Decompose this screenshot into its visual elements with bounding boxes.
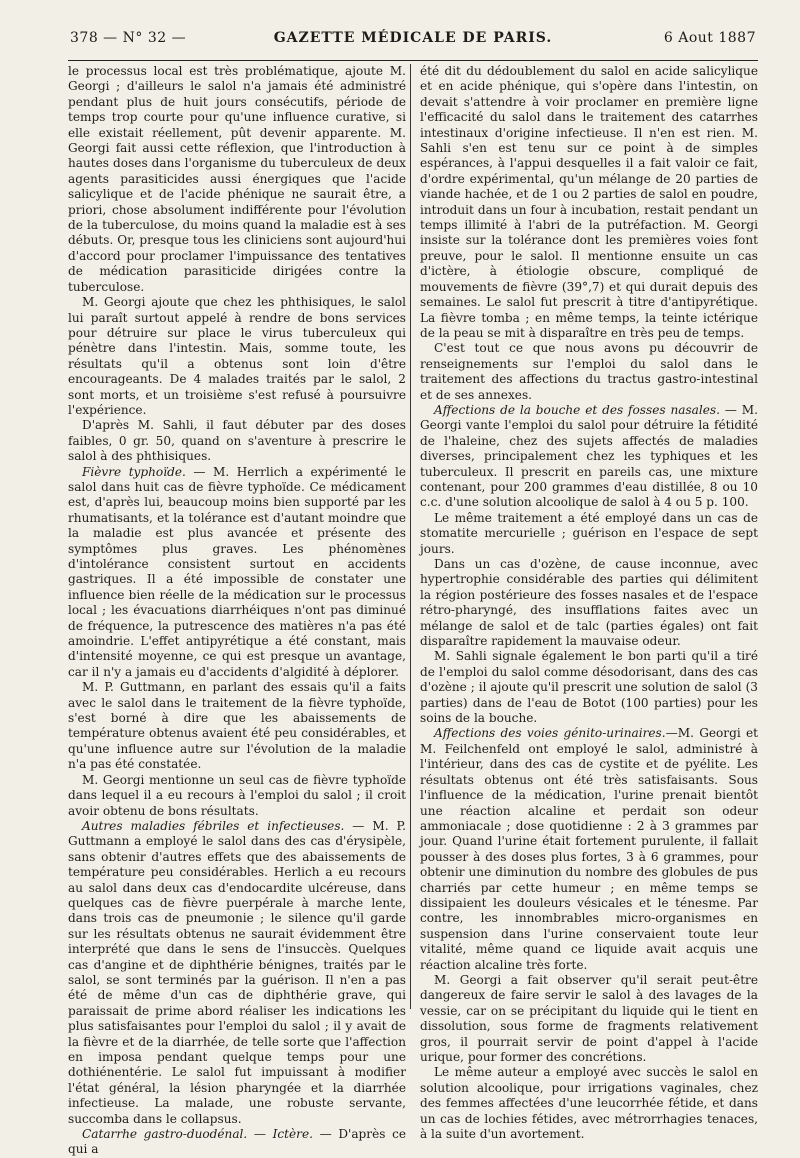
left-column-paragraph bbox=[68, 295, 406, 418]
left-column-paragraph bbox=[68, 1127, 406, 1158]
left-column-paragraph bbox=[68, 773, 406, 819]
right-column-paragraph bbox=[420, 511, 758, 557]
paragraph-text: — M. Herrlich a expérimenté le salol dans huit cas de fièvre typhoïde. Ce médicament est, d'après lui, beaucoup moins bien supporté par les rhumatisants, et la tolérance est d'autant moindre que la maladie est plus avancée et présente des symptômes plus graves. Les phénomènes d'intolérance consistent surtout en accidents gastriques. Il a été impossible de constater une influence bien réelle de la médication sur le processus local ; les évacuations diarrhéiques n'ont pas diminué de fréquence, la putrescence des matières n'a pas été amoindrie. L'effet antipyrétique a été constant, mais d'intensité moyenne, ce qui est presque un avantage, car il n'y a jamais eu d'accidents d'algidité à déplorer. bbox=[68, 464, 406, 679]
right-column-paragraph bbox=[420, 403, 758, 511]
right-column-paragraph bbox=[420, 1065, 758, 1142]
paragraph-text: M. Georgi a fait observer qu'il serait peut-être dangereux de faire servir le salol à des lavages de la vessie, car on se précipitant du liquide qui le tient en dissolution, sous forme de fragments relativement gros, il pourrait servir de point d'appel à l'acide urique, pour former des concrétions. bbox=[420, 972, 758, 1064]
journal-title: GAZETTE MÉDICALE DE PARIS. bbox=[273, 30, 553, 46]
left-column-paragraph bbox=[68, 819, 406, 1127]
right-column-paragraph bbox=[420, 973, 758, 1065]
paragraph-text: Dans un cas d'ozène, de cause inconnue, avec hypertrophie considérable des parties qui délimitent la région postérieure des fosses nasales et de l'espace rétro-pharyngé, des insufflations faites avec un mélange de salol et de talc (parties égales) ont fait disparaître rapidement la mauvaise odeur. bbox=[420, 557, 758, 649]
paragraph-text: M. Georgi mentionne un seul cas de fièvre typhoïde dans lequel il a eu recours à l'emploi du salol ; il croit avoir obtenu de bons résultats. bbox=[68, 772, 406, 818]
paragraph-text: M. P. Guttmann, en parlant des essais qu'il a faits avec le salol dans le traitement de la fièvre typhoïde, s'est borné à dire que les abaissements de température obtenus avaient été peu considérables, et qu'une influence autre sur l'évolution de la maladie n'a pas été constatée. bbox=[68, 680, 406, 772]
paragraph-text: — M. P. Guttmann a employé le salol dans des cas d'érysipèle, sans obtenir d'autres effets que des abaissements de température peu considérables. Herlich a eu recours au salol dans deux cas d'endocardite ulcéreuse, dans quelques cas de fièvre puerpérale à marche lente, dans trois cas de pneumonie ; le silence qu'il garde sur les résultats obtenus ne saurait évidemment être interprété que dans le sens de l'insuccès. Quelques cas d'angine et de diphthérie bénignes, traités par le salol, se sont terminés par la guérison. Il n'en a pas été de même d'un cas de diphthérie grave, qui paraissait de prime abord réaliser les indications les plus satisfaisantes pour l'emploi du salol ; il y avait de la fièvre et de la diarrhée, de telle sorte que l'affection en imposa pendant quelque temps pour une dothiénentérie. Le salol fut impuissant à modifier l'état général, la lésion pharyngée et la diarrhée infectieuse. La malade, une robuste servante, succomba dans le collapsus. bbox=[68, 818, 406, 1126]
left-column-paragraph bbox=[68, 465, 406, 681]
right-column-paragraph bbox=[420, 557, 758, 649]
paragraph-text: C'est tout ce que nous avons pu découvrir de renseignements sur l'emploi du salol dans le traitement des affections du tractus gastro-intestinal et de ses annexes. bbox=[420, 341, 758, 402]
paragraph-text: M. Sahli signale également le bon parti qu'il a tiré de l'emploi du salol comme désodorisant, dans des cas d'ozène ; il ajoute qu'il prescrit une solution de salol (3 parties) dans de l'eau de Botot (100 parties) pour les soins de la bouche. bbox=[420, 649, 758, 726]
paragraph-text: D'après M. Sahli, il faut débuter par des doses faibles, 0 gr. 50, quand on s'aventure à prescrire le salol à des phthisiques. bbox=[68, 418, 406, 464]
left-column-paragraph bbox=[68, 680, 406, 772]
paragraph-text: —M. Georgi et M. Feilchenfeld ont employé le salol, administré à l'intérieur, dans des cas de cystite et de pyélite. Les résultats obtenus ont été très satisfaisants. Sous l'influence de la médication, l'urine prenait bientôt une réaction alcaline et perdait son odeur ammoniacale ; dose quotidienne : 2 à 3 grammes par jour. Quand l'urine était fortement purulente, il fallait pousser à des doses plus fortes, 3 à 6 grammes, pour obtenir une diminution du nombre des globules de pus charriés par cette humeur ; en même temps se dissipaient les douleurs vésicales et le ténesme. Par contre, les innombrables micro-organismes en suspension dans l'urine conservaient toute leur vitalité, même quand ce liquide avait acquis une réaction alcaline très forte. bbox=[420, 726, 758, 972]
issue-date: 6 Aout 1887 bbox=[663, 30, 756, 46]
section-heading: Fièvre typhoïde. bbox=[82, 464, 186, 479]
right-column-paragraph bbox=[420, 726, 758, 973]
page-number: 378 — N° 32 — bbox=[70, 30, 187, 46]
right-column-paragraph bbox=[420, 64, 758, 341]
paragraph-text: M. Georgi ajoute que chez les phthisiques, le salol lui paraît surtout appelé à rendre de bons services pour détruire sur place le virus tuberculeux qui pénètre dans l'intestin. Mais, somme toute, les résultats qu'il a obtenus sont loin d'être encourageants. De 4 malades traités par le salol, 2 sont morts, et un troisième s'est refusé à poursuivre l'expérience. bbox=[68, 295, 406, 417]
section-heading: Autres maladies fébriles et infectieuses. bbox=[82, 818, 345, 833]
column-divider bbox=[410, 64, 411, 1009]
header-rule bbox=[68, 60, 758, 61]
paragraph-text: — M. Georgi vante l'emploi du salol pour détruire la fétidité de l'haleine, chez des sujets affectés de maladies diverses, principalement chez les typhiques et les tuberculeux. Il prescrit en pareils cas, une mixture contenant, pour 200 grammes d'eau distillée, 8 ou 10 c.c. d'une solution alcoolique de salol à 4 ou 5 p. 100. bbox=[420, 402, 758, 510]
paragraph-text: été dit du dédoublement du salol en acide salicylique et en acide phénique, qui s'opère dans l'intestin, on devait s'attendre à voir proclamer en première ligne l'efficacité du salol dans le traitement des catarrhes intestinaux d'origine infectieuse. Il n'en est rien. M. Sahli s'en est tenu sur ce point à de simples espérances, à l'appui desquelles il a fait valoir ce fait, d'ordre expérimental, qu'un mélange de 20 parties de viande hachée, et de 1 ou 2 parties de salol en poudre, introduit dans un four à incubation, restait pendant un temps illimité à l'abri de la putréfaction. M. Georgi insiste sur la tolérance dont les premières voies font preuve, pour le salol. Il mentionne ensuite un cas d'ictère, à étiologie obscure, compliqué de mouvements de fièvre (39°,7) et qui durait depuis des semaines. Le salol fut prescrit à titre d'antipyrétique. La fièvre tomba ; en même temps, la teinte ictérique de la peau se mit à disparaître en très peu de temps. bbox=[420, 64, 758, 340]
page-header bbox=[70, 30, 756, 50]
left-column-paragraph bbox=[68, 418, 406, 464]
paragraph-text: Le même traitement a été employé dans un cas de stomatite mercurielle ; guérison en l'espace de sept jours. bbox=[420, 510, 758, 556]
section-heading: Affections des voies génito-urinaires. bbox=[434, 726, 666, 741]
left-column-paragraph bbox=[68, 64, 406, 295]
section-heading: Affections de la bouche et des fosses nasales. bbox=[434, 402, 720, 417]
paragraph-text: — D'après ce qui a bbox=[68, 1127, 406, 1157]
paragraph-text: le processus local est très problématique, ajoute M. Georgi ; d'ailleurs le salol n'a jamais été administré pendant plus de huit jours consécutifs, période de temps trop courte pour qu'une influence curative, si elle existait réellement, pût devenir apparente. M. Georgi fait aussi cette réflexion, que l'introduction à hautes doses dans l'organisme du tuberculeux de deux agents parasiticides aussi énergiques que l'acide salicylique et de l'acide phénique ne saurait être, a priori, chose absolument indifférente pour l'évolution de la tuberculose, du moins quand la maladie est à ses débuts. Or, presque tous les cliniciens sont aujourd'hui d'accord pour proclamer l'impuissance des tentatives de médication parasiticide dirigées contre la tuberculose. bbox=[68, 64, 406, 294]
section-heading: Catarrhe gastro-duodénal. — Ictère. bbox=[82, 1127, 313, 1142]
paragraph-text: Le même auteur a employé avec succès le salol en solution alcoolique, pour irrigations vaginales, chez des femmes affectées d'une leucorrhée fétide, et dans un cas de lochies fétides, avec métrorrhagies tenaces, à la suite d'un avortement. bbox=[420, 1065, 758, 1142]
right-column bbox=[420, 64, 758, 1142]
right-column-paragraph bbox=[420, 341, 758, 403]
right-column-paragraph bbox=[420, 649, 758, 726]
left-column bbox=[68, 64, 406, 1157]
